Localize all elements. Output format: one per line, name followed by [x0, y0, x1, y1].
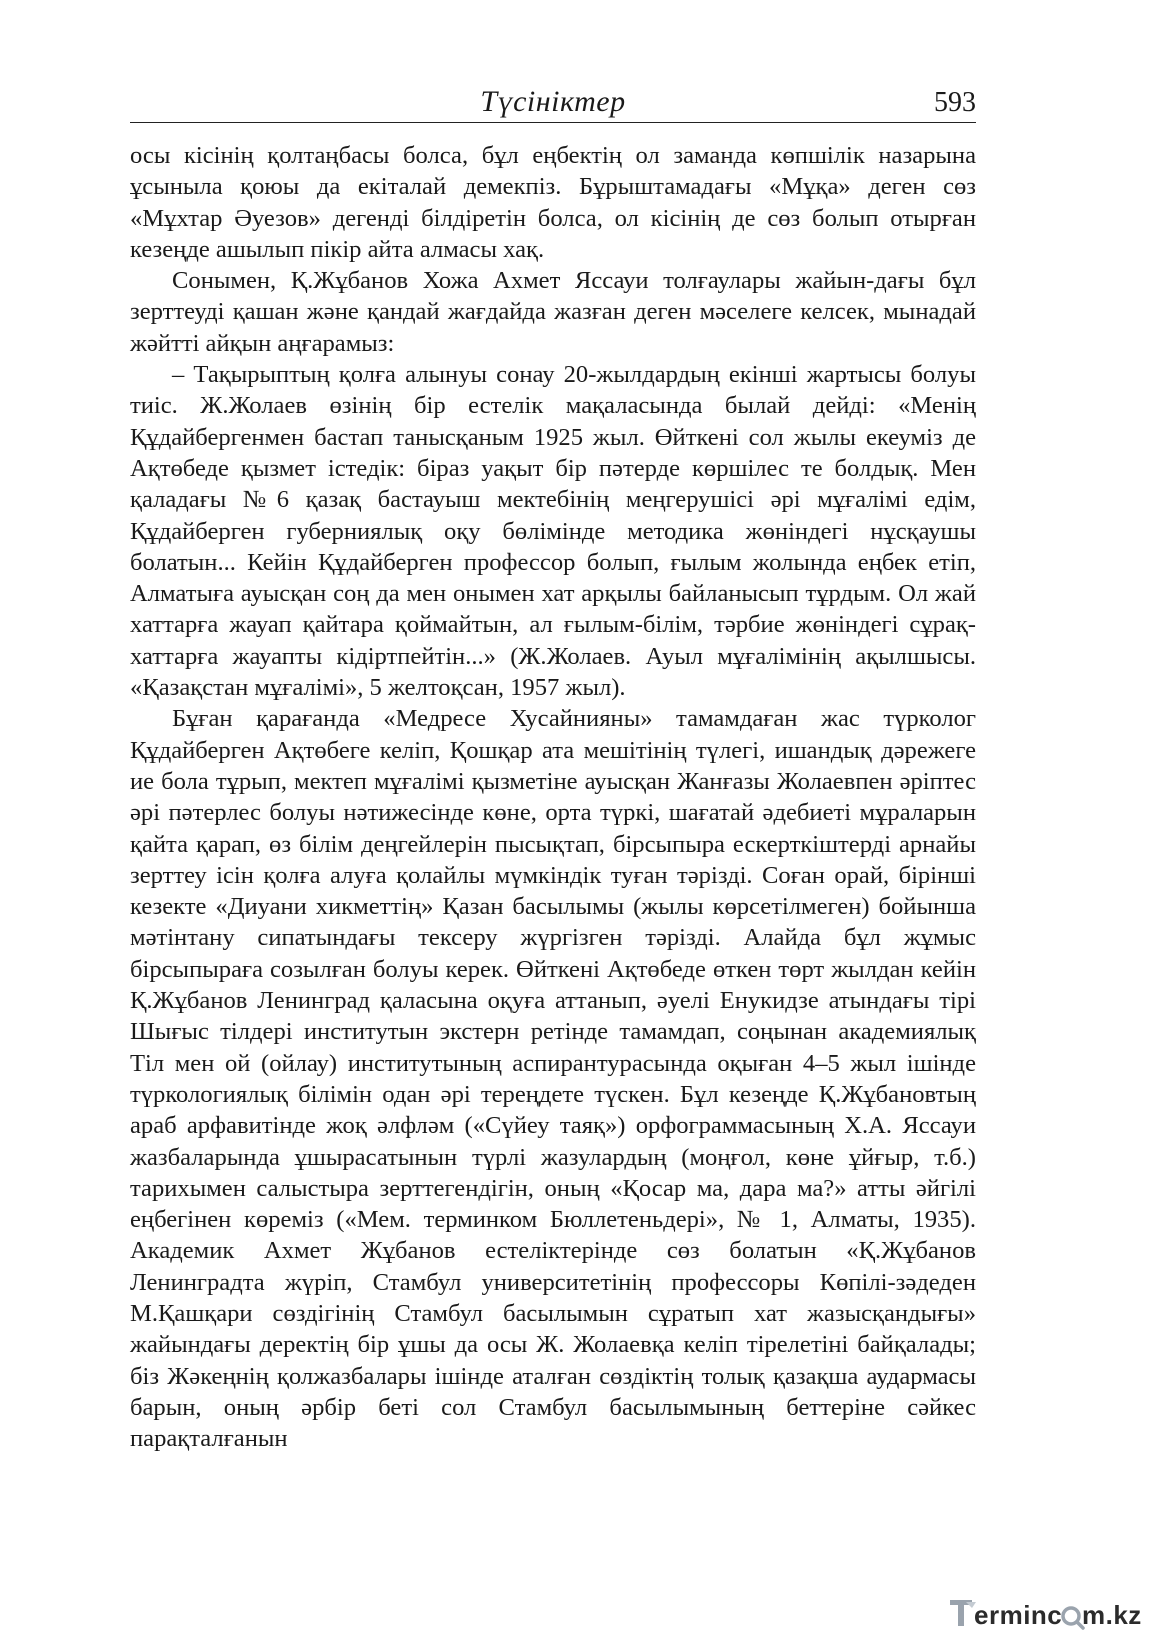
paragraph-continuation: осы кісінің қолтаңбасы болса, бұл еңбектің ол заманда көпшілік назарына ұсынылa қоюы да екіталай демекпіз. Бұрыштамадағы «Мұқа» деген сөз «Мұхтар Әуезов» дегенді білдіретін болса, ол кісінің де сөз болып отырған кезеңде ашылып пікір айта алмасы хақ. [130, 142, 976, 263]
page-body [130, 140, 976, 1454]
paragraph: Бұған қарағанда «Медресе Хусайнияны» тамамдаған жас түрколог Құдайберген Ақтөбеге келіп, Қошқар ата мешітінің түлегі, ишандық дәрежеге ие бола тұрып, мектеп мұғалімі қызметіне ауысқан Жанғазы Жолаевпен әріптес әрі пәтерлес болуы нәтижесінде көне, орта түркі, шағатай әдебиеті мұраларын қайта қарап, өз білім деңгейлерін пысықтап, бірсыпыра ескерткіштерді арнайы зерттеу ісін қолға алуға қолайлы мүмкіндік туған тәрізді. Соған орай, бірінші кезекте «Диуани хикметтің» Қазан басылымы (жылы көрсетілмеген) бойынша мәтінтану сипатындағы тексеру жүргізген тәрізді. Алайда бұл жұмыс бірсыпыраға созылған болуы керек. Өйткені Ақтөбеде өткен төрт жылдан кейін Қ.Жұбанов Ленинград қаласына оқуға аттанып, әуелі Енукидзе атындағы тірі Шығыс тілдері институтын экстерн ретінде тамамдап, соңынан академиялық Тіл мен ой (ойлау) институтының аспирантурасында оқыған 4–5 жыл ішінде түркологиялық білімін одан әрі тереңдете түскен. Бұл кезеңде Қ.Жұбановтың араб арфавитінде жоқ әлфләм («Сүйеу таяқ») орфограммасының Х.А. Яссауи жазбаларында ұшырасатынын түрлі жазулардың (моңғол, көне ұйғыр, т.б.) тарихымен салыстыра зерттегендігін, оның «Қосар ма, дара ма?» атты әйгілі еңбегінен көреміз («Мем. терминком Бюллетеньдері», № 1, Алматы, 1935). Академик Ахмет Жұбанов естеліктерінде сөз болатын «Қ.Жұбанов Ленинградта жүріп, Стамбул университетінің профессоры Көпілі-зәдеден М.Қашқари сөздігінің Стамбул басылымын сұратып хат жазысқандығы» жайындағы деректің бір ұшы да осы Ж. Жолаевқа келіп тірелетіні байқалады; біз Жәкеңнің қолжазбалары ішінде аталған сөздіктің толық қазақша аудармасы барын, оның әрбір беті сол Стамбул басылымының беттеріне сәйкес парақталғанын [130, 705, 976, 1453]
site-watermark-logo [946, 1592, 1146, 1632]
paragraph: – Тақырыптың қолға алынуы сонау 20-жылдардың екінші жартысы болуы тиіс. Ж.Жолаев өзінің бір естелік мақаласында былай дейді: «Менің Құдайбергенмен бастап танысқаным 1925 жыл. Өйткені сол жылы екеуміз де Ақтөбеде қызмет істедік: біраз уақыт бір пәтерде көршілес те болдық. Мен қаладағы №6 қазақ бастауыш мектебінің меңгерушісі әрі мұғалімі едім, Құдайберген губерниялық оқу бөлімінде методика жөніндегі нұсқаушы болатын... Кейін Құдайберген профессор болып, ғылым жолында еңбек етіп, Алматыға ауысқан соң да мен онымен хат арқылы байланысып тұрдым. Ол жай хаттарға жауап қайтара қоймайтын, ал ғылым-білім, тәрбие жөніндегі сұрақ-хаттарға жауапты кідіртпейтін...» (Ж.Жолаев. Ауыл мұғалімінің ақылшысы. «Қазақстан мұғалімі», 5 желтоқсан, 1957 жыл). [130, 361, 976, 702]
svg-text:m.kz: m.kz [1082, 1600, 1142, 1630]
running-header [130, 84, 976, 123]
watermark-logo-icon [946, 1592, 1146, 1632]
paragraph: Сонымен, Қ.Жұбанов Хожа Ахмет Яссауи толғаулары жайын-дағы бұл зерттеуді қашан және қандай жағдайда жазған деген мәселеге келсек, мынадай жәйтті айқын аңғарамыз: [130, 267, 976, 357]
page-number: 593 [934, 87, 976, 118]
running-header-title: Түсініктер [480, 85, 626, 118]
svg-text:erminc: erminc [974, 1600, 1063, 1630]
